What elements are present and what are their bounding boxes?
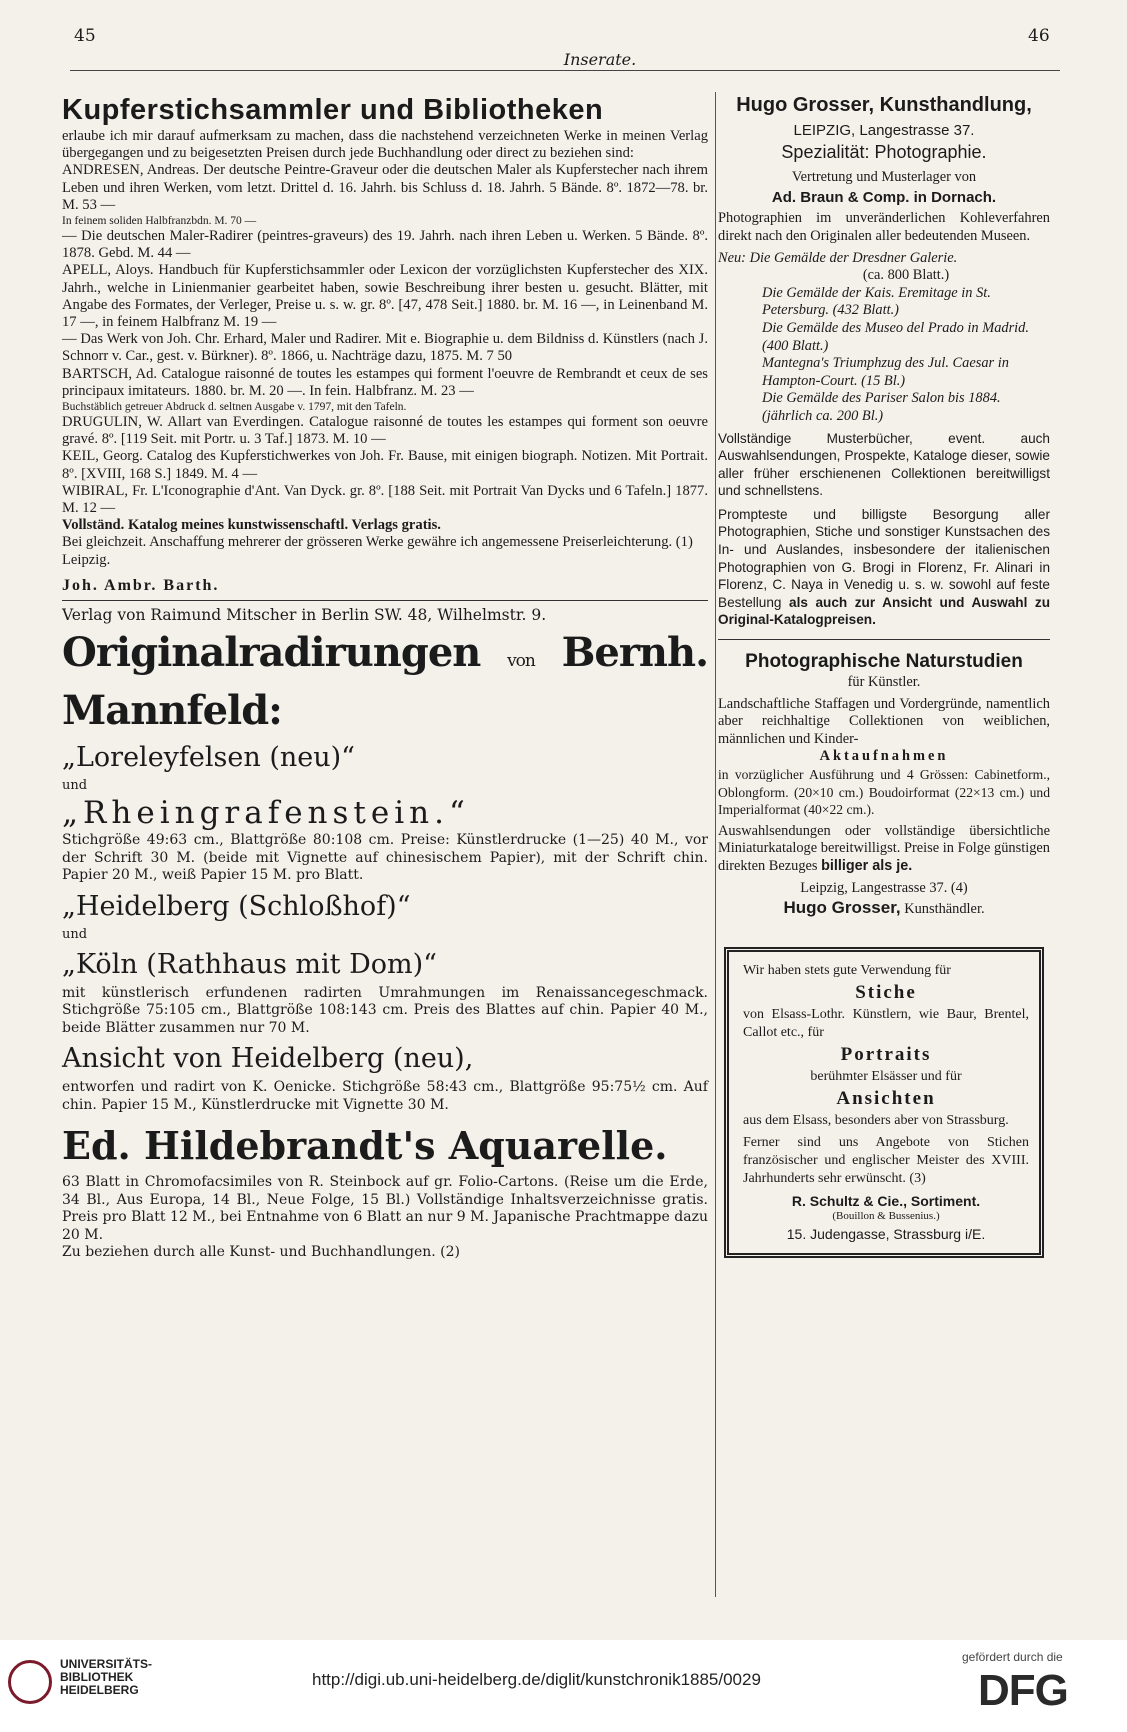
ad2-title-main: Originalradirungen xyxy=(62,629,481,677)
ad4-paragraph-2: in vorzüglicher Ausführung und 4 Grössen: Cabinetform., Oblongform. (20×10 cm.) Boudoirformat (22×13 cm.) und Imperialformat (40×22 cm.). xyxy=(718,767,1050,818)
ad1-discount-note: Bei gleichzeit. Anschaffung mehrerer der grösseren Werke gewähre ich angemessene Preiserleichterung. (1) xyxy=(62,534,693,551)
ad1-entry-keil: KEIL, Georg. Catalog des Kupferstichwerkes von Joh. Fr. Bause, mit einigen biograph. Notizen. Mit Portrait. 8º. [XVIII, 168 S.] 1849. M. 4 — xyxy=(62,448,708,482)
right-column xyxy=(718,92,1050,1258)
running-head: Inserate. xyxy=(563,50,637,69)
ad4-paragraph-1: Landschaftliche Staffagen und Vordergründe, namentlich aber reichhaltige Collektionen von weiblichen, männlichen und Kinder- xyxy=(718,695,1050,747)
ad2-work-heidelberg-schlosshof: „Heidelberg (Schloßhof)“ xyxy=(62,890,411,922)
university-name-line-2: BIBLIOTHEK xyxy=(60,1670,134,1684)
ad3-neu-2: Die Gemälde der Kais. Eremitage in St. Petersburg. (432 Blatt.) xyxy=(762,284,991,319)
ad2-title-artist: Bernh. Mannfeld: xyxy=(62,629,708,735)
ad1-catalog-note: Vollständ. Katalog meines kunstwissenschaftl. Verlags gratis. xyxy=(62,517,441,534)
column-rule xyxy=(715,92,716,1597)
ad1-signature: Joh. Ambr. Barth. xyxy=(62,576,220,594)
university-seal-icon xyxy=(8,1660,52,1704)
ad1-entry-bartsch: BARTSCH, Ad. Catalogue raisonné de toutes les estampes qui forment l'oeuvre de Rembrandt et ceux de ses principaux imitateurs. 1880. br. M. 20 —. In fein. Halbfranz. M. 23 — xyxy=(62,365,708,399)
ad5-paragraph-1: Wir haben stets gute Verwendung für xyxy=(743,962,951,978)
ad-separator xyxy=(62,600,708,601)
ad4-place: Leipzig, Langestrasse 37. (4) xyxy=(800,879,968,896)
ad1-entry-erhard: — Das Werk von Joh. Chr. Erhard, Maler und Radirer. Mit e. Biographie u. dem Bildniss d. Künstlers (nach J. Schnorr v. Car., gest. v. Bürkner). 8º. 1866, u. Nachträge dazu, 1875. M. 7 50 xyxy=(62,331,708,365)
ad4-subtitle: für Künstler. xyxy=(847,674,921,691)
ad5-paragraph-5: Ferner sind uns Angebote von Stichen französischer und englischer Meister des XVIII. Jahrhunderts sehr erwünscht. (3) xyxy=(743,1134,1029,1186)
ad5-paragraph-2: von Elsass-Lothr. Künstlern, wie Baur, Brentel, Callot etc., für xyxy=(743,1006,1029,1040)
ad2-detail-5: Zu beziehen durch alle Kunst- und Buchhandlungen. (2) xyxy=(62,1244,460,1261)
university-name-line-1: UNIVERSITÄTS- xyxy=(60,1657,153,1671)
ad5-paragraph-4: aus dem Elsass, besonders aber von Strassburg. xyxy=(743,1112,1009,1128)
ad1-title: Kupferstichsammler und Bibliotheken xyxy=(62,94,604,126)
ad3-paragraph-2: Vollständige Musterbücher, event. auch Auswahlsendungen, Prospekte, Kataloge dieser, sowie aller früher erschienenen Collektionen bereitwilligst und schnellstens. xyxy=(718,430,1050,499)
ad2-work-loreleyfelsen: „Loreleyfelsen (neu)“ xyxy=(62,742,355,774)
page-number-left: 45 xyxy=(74,26,96,46)
ad2-title xyxy=(62,628,708,736)
ad2-work-koeln: „Köln (Rathhaus mit Dom)“ xyxy=(62,948,437,980)
ad5-signature: R. Schultz & Cie., Sortiment. xyxy=(791,1192,981,1209)
ad3-neu-1: (ca. 800 Blatt.) xyxy=(862,267,950,284)
ad3-neu-3: Die Gemälde des Museo del Prado in Madrid. (400 Blatt.) xyxy=(762,319,1029,354)
ad4-signature-name: Hugo Grosser, xyxy=(783,898,901,918)
ad4-title: Photographische Naturstudien xyxy=(745,651,1023,673)
ad3-neu-5: Die Gemälde des Pariser Salon bis 1884. (jährlich ca. 200 Bl.) xyxy=(762,390,1001,424)
university-name-line-3: HEIDELBERG xyxy=(60,1683,139,1697)
ad2-detail-3: entworfen und radirt von K. Oenicke. Stichgröße 58:43 cm., Blattgröße 95:75½ cm. Auf chin. Papier 15 M., Künstlerdrucke mit Vignette 30 M. xyxy=(62,1079,708,1113)
ad1-entry-bartsch-note: Buchstäblich getreuer Abdruck d. seltnen Ausgabe v. 1797, mit den Tafeln. xyxy=(62,401,407,414)
ad3-neu: Neu: Die Gemälde der Dresdner Galerie. xyxy=(718,249,958,266)
ad1-place: Leipzig. xyxy=(62,551,111,568)
viewer-footer xyxy=(0,1640,1127,1732)
ad4-paragraph-3-bold: billiger als je. xyxy=(821,857,913,874)
ad2-publisher: Verlag von Raimund Mitscher in Berlin SW. 48, Wilhelmstr. 9. xyxy=(62,606,547,625)
ad3-paragraph-3-bold: als auch zur Ansicht und Auswahl zu Original-Katalogpreisen. xyxy=(718,594,1051,628)
ad1-entry-drugulin: DRUGULIN, W. Allart van Everdingen. Catalogue raisonné de toutes les estampes qui forment son oeuvre gravé. 8º. [119 Seit. mit Portr. u. 3 Taf.] 1873. M. 10 — xyxy=(62,414,708,448)
university-name xyxy=(60,1658,152,1697)
ad4-signature xyxy=(718,899,1050,919)
ad3-paragraph-3 xyxy=(718,506,1050,629)
ad4-aktaufnahmen: Aktaufnahmen xyxy=(819,748,949,765)
ad2-und-1: und xyxy=(62,778,88,794)
ad3-neu-4: Mantegna's Triumphzug des Jul. Caesar in Hampton-Court. (15 Bl.) xyxy=(762,355,1009,389)
ad3-city: LEIPZIG, Langestrasse 37. xyxy=(793,122,975,139)
dfg-logo: DFG xyxy=(978,1666,1068,1715)
ad3-title: Hugo Grosser, Kunsthandlung, xyxy=(736,94,1032,116)
page-number-right: 46 xyxy=(1028,26,1050,46)
left-column xyxy=(62,92,708,1262)
ad2-detail-4: 63 Blatt in Chromofacsimiles von R. Steinbock auf gr. Folio-Cartons. (Reise um die Erde, 34 Bl., Aus Europa, 14 Bl., Neue Folge, 15 Bl.) Vollständige Inhaltsverzeichnisse gratis. Preis pro Blatt 12 M., bei Entnahme von 6 Blatt an nur 9 M. Japanische Prachtmappe dazu 20 M. xyxy=(62,1174,708,1243)
ad5-signature-sub: (Bouillon & Bussenius.) xyxy=(832,1209,940,1222)
ad4-paragraph-3 xyxy=(718,823,1050,876)
ad5-heading-stiche: Stiche xyxy=(855,981,917,1003)
ad2-title-von: von xyxy=(507,651,535,672)
ad1-entry-apell: APELL, Aloys. Handbuch für Kupferstichsammler oder Lexicon der vorzüglichsten Kupferstecher des XIX. Jahrh., welche in Linienmanier gearbeitet haben, sowie Beschreibung ihrer besten u. gesucht. Blätter, mit Angabe des Formates, der Verleger, Preise u. s. w. gr. 8º. [47, 478 Seit.] 1880. br. M. 16 —, in Leinenband M. 17 —, in feinem Halbfranz M. 19 — xyxy=(62,262,708,331)
ad3-speciality: Spezialität: Photographie. xyxy=(781,141,987,162)
ad3-representation: Vertretung und Musterlager von xyxy=(791,169,977,186)
ad5-paragraph-3: berühmter Elsässer und für xyxy=(810,1068,962,1084)
ad1-entry-andresen-binding: In feinem soliden Halbfranzbdn. M. 70 — xyxy=(62,215,257,228)
ad4-signature-role: Kunsthändler. xyxy=(904,901,985,918)
header-rule xyxy=(70,70,1060,71)
funding-note: gefördert durch die xyxy=(962,1650,1063,1664)
ad5-heading-ansichten: Ansichten xyxy=(836,1087,936,1109)
ad3-braun: Ad. Braun & Comp. in Dornach. xyxy=(771,188,997,206)
ad1-entry-andresen: ANDRESEN, Andreas. Der deutsche Peintre-Graveur oder die deutschen Maler als Kupferstecher nach ihrem Leben und ihren Werken, vom letzt. Drittel d. 16. Jahrh. bis Schluss d. 18. Jahrh. 5 Bände. 8º. 1872—78. br. M. 53 — xyxy=(62,162,708,213)
ad1-entry-maler-radirer: — Die deutschen Maler-Radirer (peintres-graveurs) des 19. Jahrh. nach ihren Leben u. Werken. 5 Bände. 8º. 1878. Gebd. M. 44 — xyxy=(62,228,708,262)
right-ad-separator-1 xyxy=(718,639,1050,640)
source-url-link[interactable]: http://digi.ub.uni-heidelberg.de/diglit/kunstchronik1885/0029 xyxy=(312,1670,761,1689)
ad2-detail-1: Stichgröße 49:63 cm., Blattgröße 80:108 cm. Preise: Künstlerdrucke (1—25) 40 M., vor der Schrift 30 M. (beide mit Vignette auf chinesischem Papier), mit der Schrift chin. Papier 20 M., weiß Papier 15 M. pro Blatt. xyxy=(62,832,708,884)
ad2-work-rheingrafenstein: „Rheingrafenstein.“ xyxy=(62,795,470,832)
ad2-work-hildebrandt: Ed. Hildebrandt's Aquarelle. xyxy=(62,1123,668,1169)
ad2-work-ansicht-heidelberg: Ansicht von Heidelberg (neu), xyxy=(62,1043,474,1075)
ad5-address: 15. Judengasse, Strassburg i/E. xyxy=(786,1225,986,1242)
ad5-heading-portraits: Portraits xyxy=(840,1043,932,1065)
ad3-paragraph-3-text: Prompteste und billigste Besorgung aller Photographien, Stiche und sonstiger Kunstsachen des In- und Auslandes, insbesondere der italienischen Photographien von G. Brogi in Florenz, Fr. Alinari in Florenz, C. Naya in Venedig u. s. w. sowohl auf feste Bestellung xyxy=(718,506,1050,610)
ad2-detail-2: mit künstlerisch erfundenen radirten Umrahmungen im Renaissancegeschmack. Stichgröße 75:105 cm., Blattgröße 108:143 cm. Preis des Blattes auf chin. Papier 40 M., beide Blätter zusammen nur 70 M. xyxy=(62,984,708,1036)
ad1-entry-wibiral: WIBIRAL, Fr. L'Iconographie d'Ant. Van Dyck. gr. 8º. [188 Seit. mit Portrait Van Dycks und 6 Tafeln.] 1877. M. 12 — xyxy=(62,482,708,517)
ad3-paragraph-1: Photographien im unveränderlichen Kohleverfahren direkt nach den Originalen aller bedeutenden Museen. xyxy=(718,210,1050,244)
ad4-paragraph-3-text: Auswahlsendungen oder vollständige übersichtliche Miniaturkataloge bereitwilligst. Preise in Folge günstigen direkten Bezuges xyxy=(718,822,1050,874)
ad1-intro: erlaube ich mir darauf aufmerksam zu machen, dass die nachstehend verzeichneten Werke in meinen Verlag übergegangen und zu beigesetzten Preisen durch jede Buchhandlung oder direct zu beziehen sind: xyxy=(62,128,708,162)
ad5-box xyxy=(724,947,1044,1258)
ad2-und-2: und xyxy=(62,926,88,942)
